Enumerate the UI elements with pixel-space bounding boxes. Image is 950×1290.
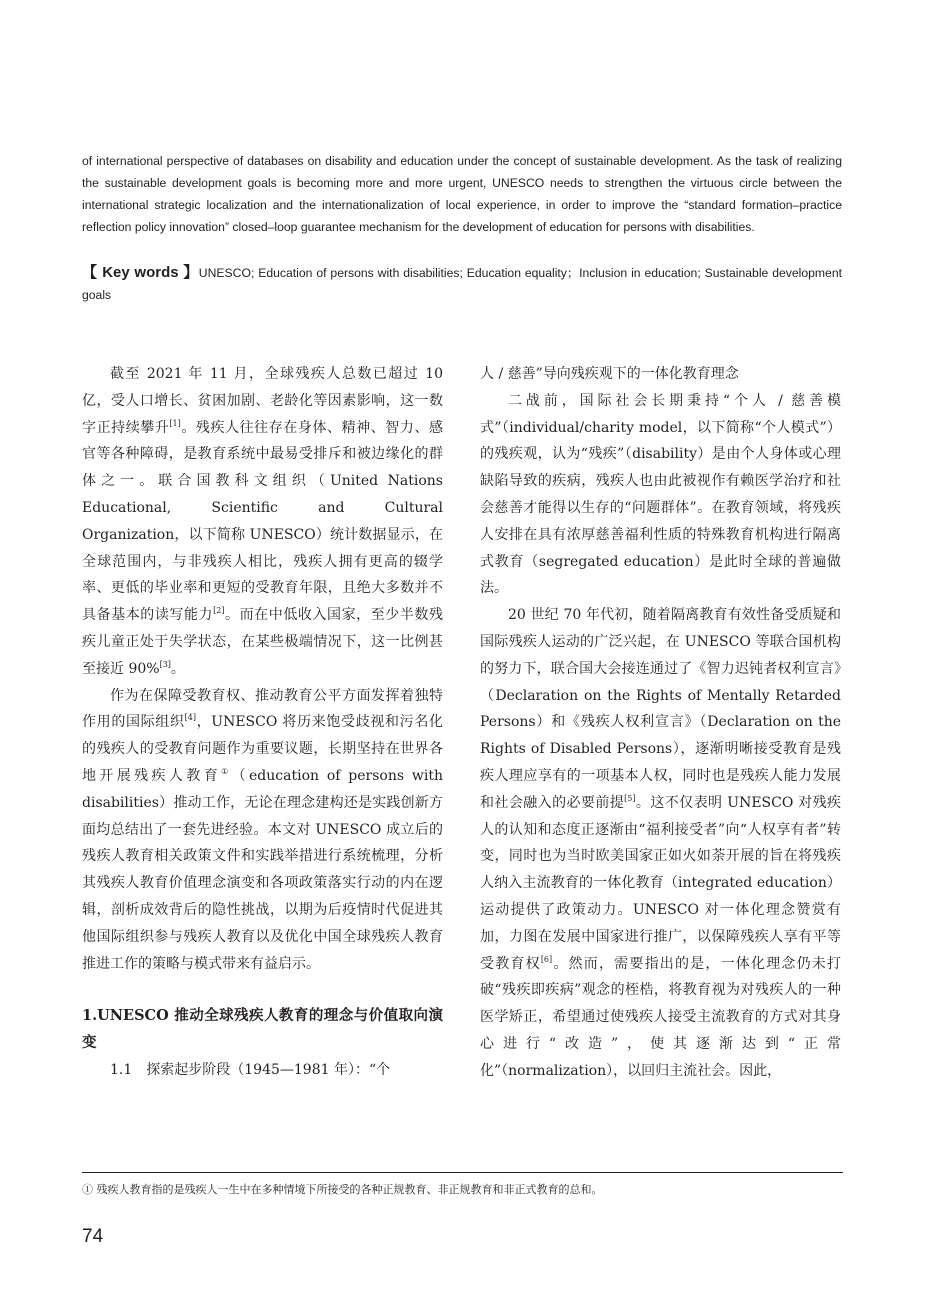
section-heading: 1.UNESCO 推动全球残疾人教育的理念与价值取向演变 bbox=[82, 1007, 443, 1052]
keywords-text: UNESCO; Education of persons with disabilities; Education equality；Inclusion in education; Sustainable development goals bbox=[82, 266, 843, 302]
intro-paragraph-1: 截至 2021 年 11 月，全球残疾人总数已超过 10 亿，受人口增长、贫困加剧、老龄化等因素影响，这一数字正持续攀升[1]。残疾人往往存在身体、精神、智力、感官等各种障碍，是教育系统中最易受排斥和被边缘化的群体之一。联合国教科文组织（United Nations Educational, Scientific and Cultural Organization，以下简称 UNESCO）统计数据显示，在全球范围内，与非残疾人相比，残疾人拥有更高的辍学率、更低的毕业率和更短的受教育年限，且绝大多数并不具备基本的读写能力[2]。而在中低收入国家，至少半数残疾儿童正处于失学状态，在某些极端情况下，这一比例甚至接近 90%[3]。 bbox=[82, 366, 444, 677]
page-number: 74 bbox=[82, 1226, 104, 1247]
citation-5: [5] bbox=[624, 793, 636, 803]
citation-2: [2] bbox=[213, 606, 225, 616]
intro-paragraph-2: 作为在保障受教育权、推动教育公平方面发挥着独特作用的国际组织[4]，UNESCO 将历来饱受歧视和污名化的残疾人的受教育问题作为重要议题，长期坚持在世界各地开展残疾人教育①（education of persons with disabilities）推动工作，无论在理念建构还是实践创新方面均总结出了一套先进经验。本文对 UNESCO 成立后的残疾人教育相关政策文件和实践举措进行系统梳理，分析其残疾人教育价值理念演变和各项政策落实行动的内在逻辑，剖析成效背后的隐性挑战，以期为后疫情时代促进其他国际组织参与残疾人教育以及优化中国全球残疾人教育推进工作的策略与模式带来有益启示。 bbox=[82, 687, 444, 972]
footnote-marker: ① bbox=[221, 766, 232, 776]
footnote-divider bbox=[82, 1172, 843, 1173]
abstract-text: of international perspective of databases on disability and education under the concept of sustainable development. As the task of realizing the sustainable development goals is becoming more and more urgent, UNESCO needs to strengthen the virtuous circle between the international strategic localization and the internationalization of local experience, in order to improve the “standard formation–practice reflection policy innovation” closed–loop guarantee mechanism for the development of education for persons with disabilities. bbox=[82, 154, 842, 234]
citation-4: [4] bbox=[184, 713, 196, 723]
citation-3: [3] bbox=[159, 659, 171, 669]
keywords bbox=[82, 262, 842, 306]
keywords-label: 【 Key words 】 bbox=[82, 264, 199, 281]
right-column bbox=[480, 361, 841, 1085]
subsection-heading-continued: 人 / 慈善”导向残疾观下的一体化教育理念 bbox=[480, 366, 739, 382]
footnote: ① 残疾人教育指的是残疾人一生中在多种情境下所接受的各种正规教育、非正规教育和非正式教育的总和。 bbox=[82, 1183, 603, 1196]
citation-1: [1] bbox=[169, 418, 181, 428]
left-column bbox=[82, 361, 443, 1084]
body-paragraph-1: 二战前，国际社会长期秉持“个人 / 慈善模式”（individual/charity model，以下简称“个人模式”）的残疾观，认为“残疾”（disability）是由个人身体或心理缺陷导致的疾病，残疾人也由此被视作有赖医学治疗和社会慈善才能得以生存的“问题群体”。在教育领域，将残疾人安排在具有浓厚慈善福利性质的特殊教育机构进行隔离式教育（segregated education）是此时全球的普遍做法。 bbox=[480, 392, 841, 597]
body-paragraph-2: 20 世纪 70 年代初，随着隔离教育有效性备受质疑和国际残疾人运动的广泛兴起，在 UNESCO 等联合国机构的努力下，联合国大会接连通过了《智力迟钝者权利宣言》（Declaration on the Rights of Mentally Retarded Persons）和《残疾人权利宣言》（Declaration on the Rights of Disabled Persons），逐渐明晰接受教育是残疾人理应享有的一项基本人权，同时也是残疾人能力发展和社会融入的必要前提[5]。这不仅表明 UNESCO 对残疾人的认知和态度正逐渐由“福利接受者”向“人权享有者”转变，同时也为当时欧美国家正如火如荼开展的旨在将残疾人纳入主流教育的一体化教育（integrated education）运动提供了政策动力。UNESCO 对一体化理念赞赏有加，力图在发展中国家进行推广，以保障残疾人享有平等受教育权[6]。然而，需要指出的是，一体化理念仍未打破“残疾即疾病”观念的桎梏，将教育视为对残疾人的一种医学矫正，希望通过使残疾人接受主流教育的方式对其身心进行“改造”，使其逐渐达到“正常化”（normalization），以回归主流社会。因此， bbox=[480, 607, 842, 1079]
subsection-heading: 1.1 探索起步阶段（1945—1981 年）：“个 bbox=[110, 1061, 391, 1078]
citation-6: [6] bbox=[540, 954, 553, 964]
